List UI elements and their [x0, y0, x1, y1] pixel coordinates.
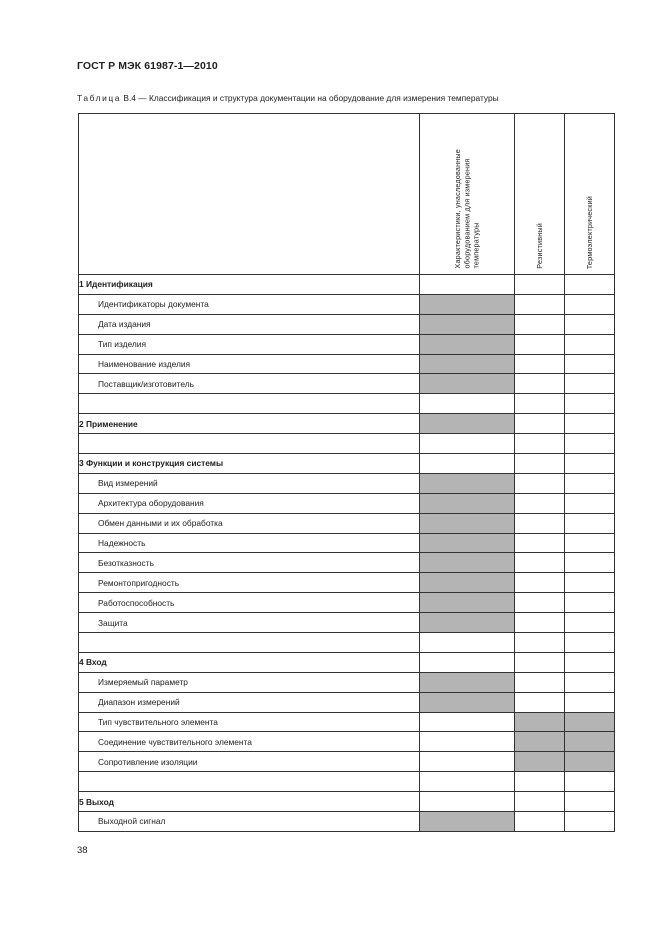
header-thermoelectric [565, 114, 615, 275]
empty-cell [515, 374, 565, 394]
shaded-cell [420, 533, 515, 553]
section-row [79, 792, 615, 812]
empty-cell [515, 672, 565, 692]
shaded-cell [420, 354, 515, 374]
empty-cell [565, 593, 615, 613]
section-row [79, 652, 615, 672]
empty-cell [515, 334, 565, 354]
empty-cell [565, 354, 615, 374]
row-label [79, 633, 420, 653]
shaded-cell [420, 553, 515, 573]
empty-cell [565, 314, 615, 334]
empty-cell [515, 613, 565, 633]
table-row [79, 493, 615, 513]
blank-row [79, 772, 615, 792]
row-label: Безотказность [79, 553, 420, 573]
table-row [79, 334, 615, 354]
shaded-cell [420, 294, 515, 314]
table-row [79, 732, 615, 752]
empty-cell [420, 752, 515, 772]
row-label: Идентификаторы документа [79, 294, 420, 314]
caption-prefix: Таблица [77, 93, 122, 103]
row-label: Измеряемый параметр [79, 672, 420, 692]
table-row [79, 672, 615, 692]
empty-cell [565, 573, 615, 593]
row-label: Диапазон измерений [79, 692, 420, 712]
empty-cell [515, 553, 565, 573]
section-title: 4 Вход [79, 652, 420, 672]
row-label: Наименование изделия [79, 354, 420, 374]
table-row [79, 613, 615, 633]
blank-row [79, 394, 615, 414]
empty-cell [565, 672, 615, 692]
empty-cell [565, 772, 615, 792]
table-row [79, 374, 615, 394]
section-title: 3 Функции и конструкция системы [79, 454, 420, 474]
empty-cell [565, 613, 615, 633]
shaded-cell [565, 752, 615, 772]
empty-cell [515, 294, 565, 314]
row-label [79, 394, 420, 414]
table-row [79, 712, 615, 732]
table-header-row [79, 114, 615, 275]
row-label: Ремонтопригодность [79, 573, 420, 593]
header-resistive-label: Резистивный [534, 223, 544, 269]
row-label: Работоспособность [79, 593, 420, 613]
empty-cell [420, 394, 515, 414]
shaded-cell [420, 692, 515, 712]
table-row [79, 553, 615, 573]
table-row [79, 573, 615, 593]
empty-cell [565, 812, 615, 832]
row-label: Обмен данными и их обработка [79, 513, 420, 533]
shaded-cell [515, 712, 565, 732]
shaded-cell [420, 314, 515, 334]
row-label: Выходной сигнал [79, 812, 420, 832]
empty-cell [420, 633, 515, 653]
header-thermoelectric-label: Термоэлектрический [584, 195, 594, 269]
empty-cell [420, 652, 515, 672]
shaded-cell [565, 732, 615, 752]
document-header: ГОСТ Р МЭК 61987-1—2010 [77, 60, 218, 72]
shaded-cell [420, 573, 515, 593]
empty-cell [420, 712, 515, 732]
row-label: Тип изделия [79, 334, 420, 354]
header-resistive [515, 114, 565, 275]
header-inherited-characteristics-label: Характеристики, унаследованные оборудованием для измерения температуры [452, 149, 481, 269]
header-inherited-characteristics [420, 114, 515, 275]
blank-row [79, 633, 615, 653]
empty-cell [565, 434, 615, 454]
shaded-cell [420, 513, 515, 533]
shaded-cell [420, 493, 515, 513]
row-label: Архитектура оборудования [79, 493, 420, 513]
shaded-cell [420, 812, 515, 832]
row-label: Вид измерений [79, 473, 420, 493]
empty-cell [515, 354, 565, 374]
empty-cell [515, 792, 565, 812]
table-caption [77, 93, 499, 103]
empty-cell [420, 275, 515, 295]
caption-title: — Классификация и структура документации на оборудование для измерения температуры [135, 93, 499, 103]
row-label: Соединение чувствительного элемента [79, 732, 420, 752]
empty-cell [565, 533, 615, 553]
empty-cell [515, 513, 565, 533]
shaded-cell [420, 374, 515, 394]
page-number: 38 [77, 845, 88, 856]
table-row [79, 812, 615, 832]
shaded-cell [420, 593, 515, 613]
empty-cell [515, 394, 565, 414]
table-row [79, 294, 615, 314]
empty-cell [515, 314, 565, 334]
section-title: 5 Выход [79, 792, 420, 812]
row-label [79, 434, 420, 454]
table-row [79, 533, 615, 553]
row-label: Сопротивление изоляции [79, 752, 420, 772]
table-row [79, 593, 615, 613]
empty-cell [420, 792, 515, 812]
empty-cell [565, 493, 615, 513]
empty-cell [565, 334, 615, 354]
section-row [79, 414, 615, 434]
row-label: Поставщик/изготовитель [79, 374, 420, 394]
row-label: Дата издания [79, 314, 420, 334]
empty-cell [515, 652, 565, 672]
empty-cell [420, 434, 515, 454]
shaded-cell [420, 414, 515, 434]
empty-cell [515, 493, 565, 513]
shaded-cell [515, 732, 565, 752]
empty-cell [515, 454, 565, 474]
section-row [79, 454, 615, 474]
empty-cell [565, 275, 615, 295]
empty-cell [565, 294, 615, 314]
caption-number: В.4 [123, 93, 136, 103]
empty-cell [515, 593, 565, 613]
row-label: Надежность [79, 533, 420, 553]
empty-cell [515, 573, 565, 593]
empty-cell [565, 394, 615, 414]
empty-cell [565, 414, 615, 434]
empty-cell [515, 812, 565, 832]
empty-cell [565, 513, 615, 533]
table-row [79, 752, 615, 772]
row-label [79, 772, 420, 792]
empty-cell [515, 692, 565, 712]
empty-cell [515, 633, 565, 653]
empty-cell [515, 434, 565, 454]
section-title: 2 Применение [79, 414, 420, 434]
empty-cell [565, 633, 615, 653]
empty-cell [515, 772, 565, 792]
empty-cell [515, 414, 565, 434]
row-label: Защита [79, 613, 420, 633]
shaded-cell [420, 334, 515, 354]
empty-cell [515, 275, 565, 295]
empty-cell [515, 473, 565, 493]
empty-cell [420, 454, 515, 474]
empty-cell [565, 473, 615, 493]
shaded-cell [515, 752, 565, 772]
empty-cell [565, 692, 615, 712]
table-row [79, 314, 615, 334]
section-title: 1 Идентификация [79, 275, 420, 295]
table-row [79, 692, 615, 712]
blank-row [79, 434, 615, 454]
classification-table [78, 113, 615, 832]
empty-cell [565, 374, 615, 394]
empty-cell [420, 772, 515, 792]
table-body [79, 275, 615, 832]
header-blank-cell [79, 114, 420, 275]
row-label: Тип чувствительного элемента [79, 712, 420, 732]
empty-cell [565, 792, 615, 812]
table-row [79, 513, 615, 533]
empty-cell [565, 652, 615, 672]
shaded-cell [565, 712, 615, 732]
shaded-cell [420, 672, 515, 692]
table-row [79, 354, 615, 374]
empty-cell [420, 732, 515, 752]
empty-cell [515, 533, 565, 553]
shaded-cell [420, 473, 515, 493]
shaded-cell [420, 613, 515, 633]
table-row [79, 473, 615, 493]
empty-cell [565, 553, 615, 573]
empty-cell [565, 454, 615, 474]
section-row [79, 275, 615, 295]
